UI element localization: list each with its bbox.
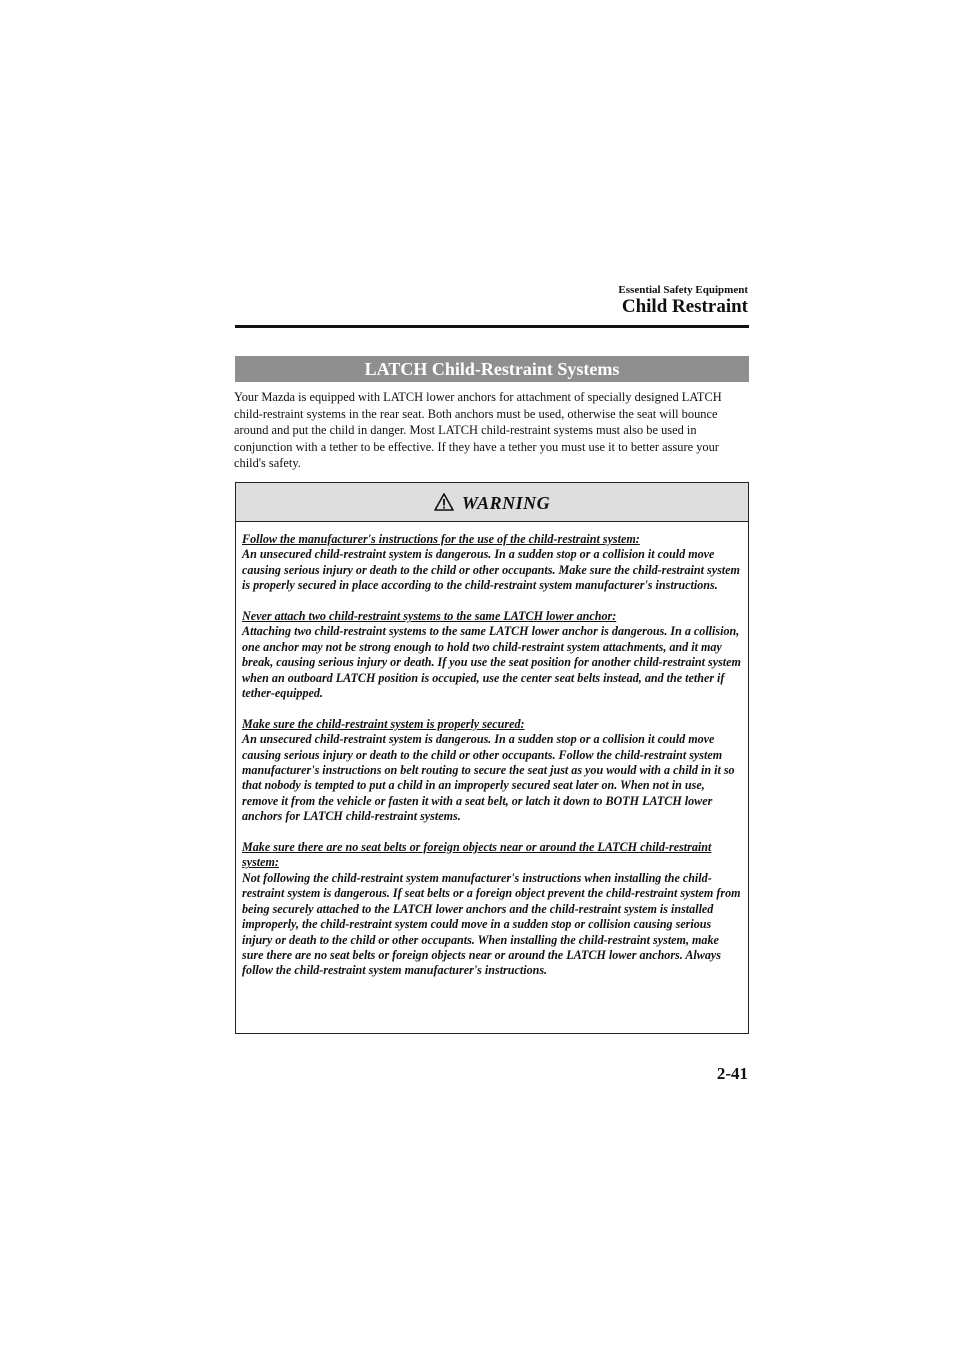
- warning-header: [236, 483, 748, 522]
- warning-item: [242, 532, 742, 594]
- page-number: 2-41: [716, 1064, 748, 1083]
- warning-item-title: Make sure the child-restraint system is properly secured:: [242, 716, 525, 731]
- header-rule: [235, 325, 749, 328]
- warning-label: WARNING: [461, 493, 551, 513]
- warning-item-title: Never attach two child-restraint systems to the same LATCH lower anchor:: [242, 609, 617, 624]
- warning-item-text: Not following the child-restraint system manufacturer's instructions when installing the child-restraint system is dangerous. If seat belts or a foreign object prevent the child-restraint system from being securely attached to the LATCH lower anchors and the child-restraint system is installed improperly, the child-restraint system could move in a sudden stop or collision causing serious injury or death to the child or other occupants. When installing the child-restraint system, make sure there are no seat belts or foreign objects near or around the LATCH lower anchors. Always follow the child-restraint system manufacturer's instructions.: [242, 870, 741, 978]
- warning-box: [235, 482, 749, 1034]
- warning-triangle-icon: [434, 493, 454, 511]
- section-title-bar: [235, 356, 749, 382]
- warning-body: [236, 522, 748, 979]
- warning-item: [242, 609, 742, 701]
- intro-paragraph: Your Mazda is equipped with LATCH lower anchors for attachment of specially designed LATCH child-restraint systems in the rear seat. Both anchors must be used, otherwise the seat will bounce around and put the child in danger. Most LATCH child-restraint systems must also be used in conjunction with a tether to be effective. If they have a tether you must use it to better assure your child's safety.: [234, 390, 722, 470]
- header-section-name: Essential Safety Equipment: [618, 284, 748, 296]
- warning-item-title: Follow the manufacturer's instructions for the use of the child-restraint system:: [242, 532, 640, 546]
- header-chapter-title: Child Restraint: [621, 296, 748, 317]
- warning-item: [242, 717, 742, 825]
- warning-item-text: An unsecured child-restraint system is dangerous. In a sudden stop or a collision it could move causing serious injury or death to the child or other occupants. Make sure the child-restraint system is properly secured in place according to the child-restraint system manufacturer's instructions.: [242, 547, 740, 593]
- warning-item-text: Attaching two child-restraint systems to the same LATCH lower anchor is dangerous. In a collision, one anchor may not be strong enough to hold two child-restraint system attachments, and it may break, causing serious injury or death. If you use the seat position for another child-restraint system when an outboard LATCH position is occupied, use the center seat belts instead, and the tether if tether-equipped.: [242, 624, 741, 701]
- warning-item: [242, 840, 742, 979]
- warning-item-title: Make sure there are no seat belts or foreign objects near or around the LATCH child-restraint system:: [242, 840, 712, 870]
- section-title: LATCH Child-Restraint Systems: [364, 359, 620, 379]
- warning-item-text: An unsecured child-restraint system is dangerous. In a sudden stop or a collision it could move causing serious injury or death to the child or other occupants. Follow the child-restraint system manufacturer's instructions on belt routing to secure the seat just as you would with a child in it so that nobody is tempted to put a child in an improperly secured seat later on. When not in use, remove it from the vehicle or fasten it with a seat belt, or latch it down to BOTH LATCH lower anchors for LATCH child-restraint systems.: [242, 732, 735, 824]
